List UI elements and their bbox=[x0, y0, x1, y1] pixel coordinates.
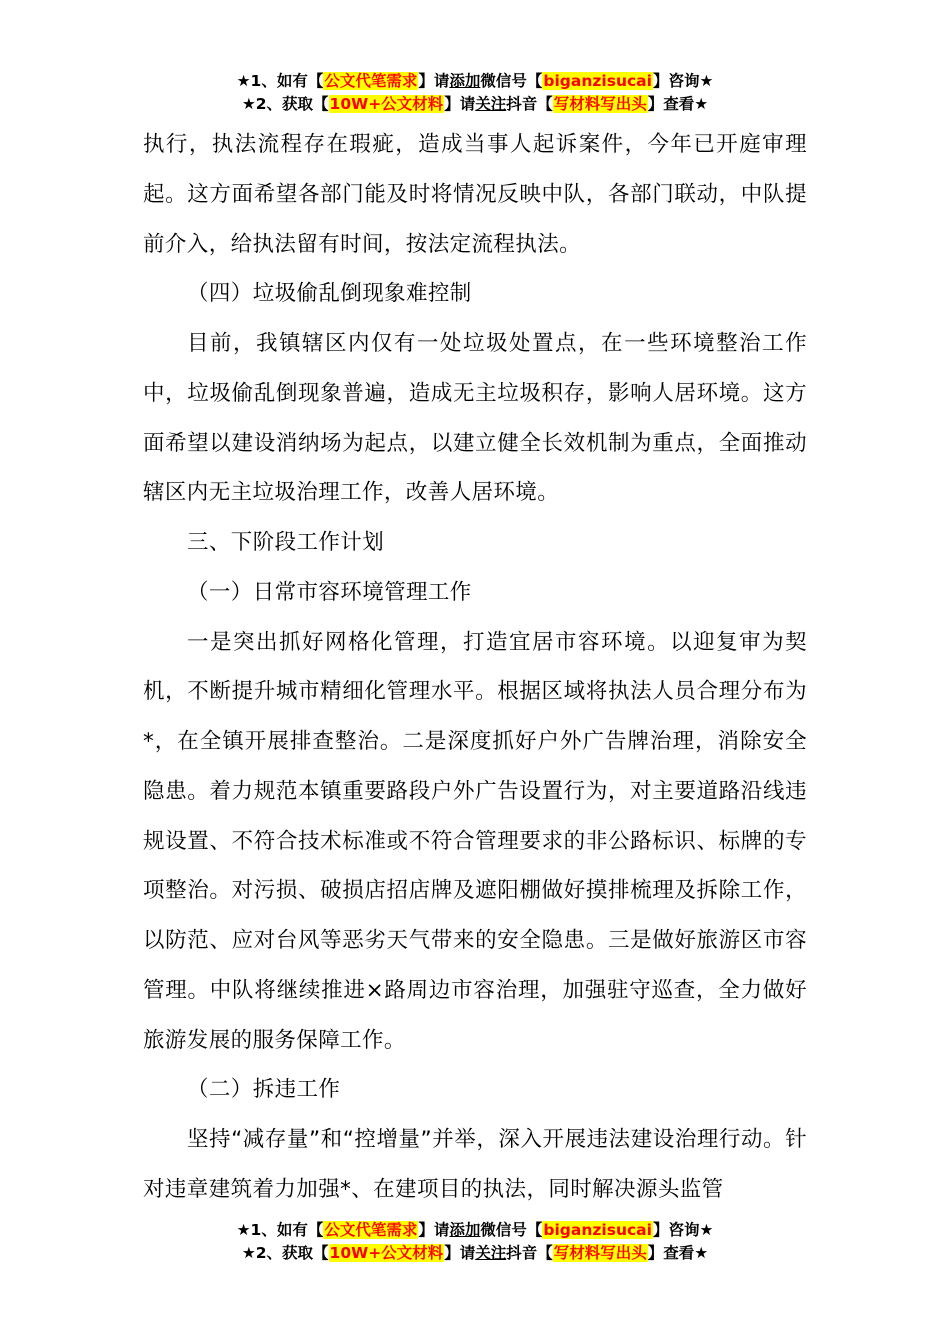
header-line-1-text-2: 微信号【 bbox=[480, 72, 543, 90]
header-line-2-highlight-materials: 10W+公文材料 bbox=[329, 95, 444, 113]
footer-line-1-suffix: 】咨询★ bbox=[652, 1221, 714, 1239]
footer-banner bbox=[0, 1219, 950, 1265]
footer-line-1-highlight-wechat: biganzisucai bbox=[543, 1221, 652, 1239]
section-heading-demolition: （二）拆违工作 bbox=[187, 1077, 341, 1103]
footer-line-1-underlined: 添加 bbox=[449, 1221, 481, 1239]
footer-line-2-suffix: 】查看★ bbox=[647, 1244, 709, 1262]
footer-line-2-prefix: ★2、获取【 bbox=[241, 1244, 329, 1262]
footer-line-1-text: 】请 bbox=[418, 1221, 450, 1239]
header-line-1-highlight-service: 公文代笔需求 bbox=[324, 72, 418, 90]
footer-line-1-text-2: 微信号【 bbox=[480, 1221, 543, 1239]
section-heading-garbage: （四）垃圾偷乱倒现象难控制 bbox=[187, 281, 472, 307]
body-paragraph-city-management: 一是突出抓好网格化管理，打造宜居市容环境。以迎复审为契机，不断提升城市精细化管理水平。根据区域将执法人员合理分布为*，在全镇开展排查整治。二是深度抓好户外广告牌治理，消除安全隐患。着力规范本镇重要路段户外广告设置行为，对主要道路沿线违规设置、不符合技术标准或不符合管理要求的非公路标识、标牌的专项整治。对污损、破损店招店牌及遮阳棚做好摸排梳理及拆除工作，以防范、应对台风等恶劣天气带来的安全隐患。三是做好旅游区市容管理。中队将继续推进×路周边市容治理，加强驻守巡查，全力做好旅游发展的服务保障工作。 bbox=[143, 629, 807, 1053]
footer-line-2-text-2: 抖音【 bbox=[506, 1244, 553, 1262]
footer-line-1-prefix: ★1、如有【 bbox=[236, 1221, 324, 1239]
header-line-1-highlight-wechat: biganzisucai bbox=[543, 72, 652, 90]
header-line-1-prefix: ★1、如有【 bbox=[236, 72, 324, 90]
header-banner bbox=[0, 70, 950, 116]
footer-line-1-highlight-service: 公文代笔需求 bbox=[324, 1221, 418, 1239]
header-line-2-text: 】请 bbox=[444, 95, 476, 113]
document-body bbox=[143, 120, 807, 1215]
header-line-1-underlined: 添加 bbox=[449, 72, 481, 90]
footer-line-1 bbox=[0, 1219, 950, 1242]
header-line-2-underlined: 关注 bbox=[475, 95, 507, 113]
header-line-2 bbox=[0, 93, 950, 116]
header-line-1-suffix: 】咨询★ bbox=[652, 72, 714, 90]
header-line-2-highlight-douyin: 写材料写出头 bbox=[553, 95, 647, 113]
body-paragraph-garbage: 目前，我镇辖区内仅有一处垃圾处置点，在一些环境整治工作中，垃圾偷乱倒现象普遍，造成无主垃圾积存，影响人居环境。这方面希望以建设消纳场为起点，以建立健全长效机制为重点，全面推动辖区内无主垃圾治理工作，改善人居环境。 bbox=[143, 331, 807, 506]
section-heading-city-management: （一）日常市容环境管理工作 bbox=[187, 579, 472, 605]
section-heading-next-plan: 三、下阶段工作计划 bbox=[187, 530, 385, 555]
header-line-2-prefix: ★2、获取【 bbox=[241, 95, 329, 113]
body-paragraph-continued: 执行，执法流程存在瑕疵，造成当事人起诉案件，今年已开庭审理起。这方面希望各部门能及时将情况反映中队，各部门联动，中队提前介入，给执法留有时间，按法定流程执法。 bbox=[143, 132, 807, 257]
footer-line-2-underlined: 关注 bbox=[475, 1244, 507, 1262]
footer-line-2 bbox=[0, 1242, 950, 1265]
header-line-1 bbox=[0, 70, 950, 93]
header-line-1-text: 】请 bbox=[418, 72, 450, 90]
header-line-2-text-2: 抖音【 bbox=[506, 95, 553, 113]
footer-line-2-text: 】请 bbox=[444, 1244, 476, 1262]
body-paragraph-demolition: 坚持“减存量”和“控增量”并举，深入开展违法建设治理行动。针对违章建筑着力加强*、在建项目的执法，同时解决源头监管 bbox=[143, 1127, 807, 1202]
footer-line-2-highlight-materials: 10W+公文材料 bbox=[329, 1244, 444, 1262]
header-line-2-suffix: 】查看★ bbox=[647, 95, 709, 113]
footer-line-2-highlight-douyin: 写材料写出头 bbox=[553, 1244, 647, 1262]
